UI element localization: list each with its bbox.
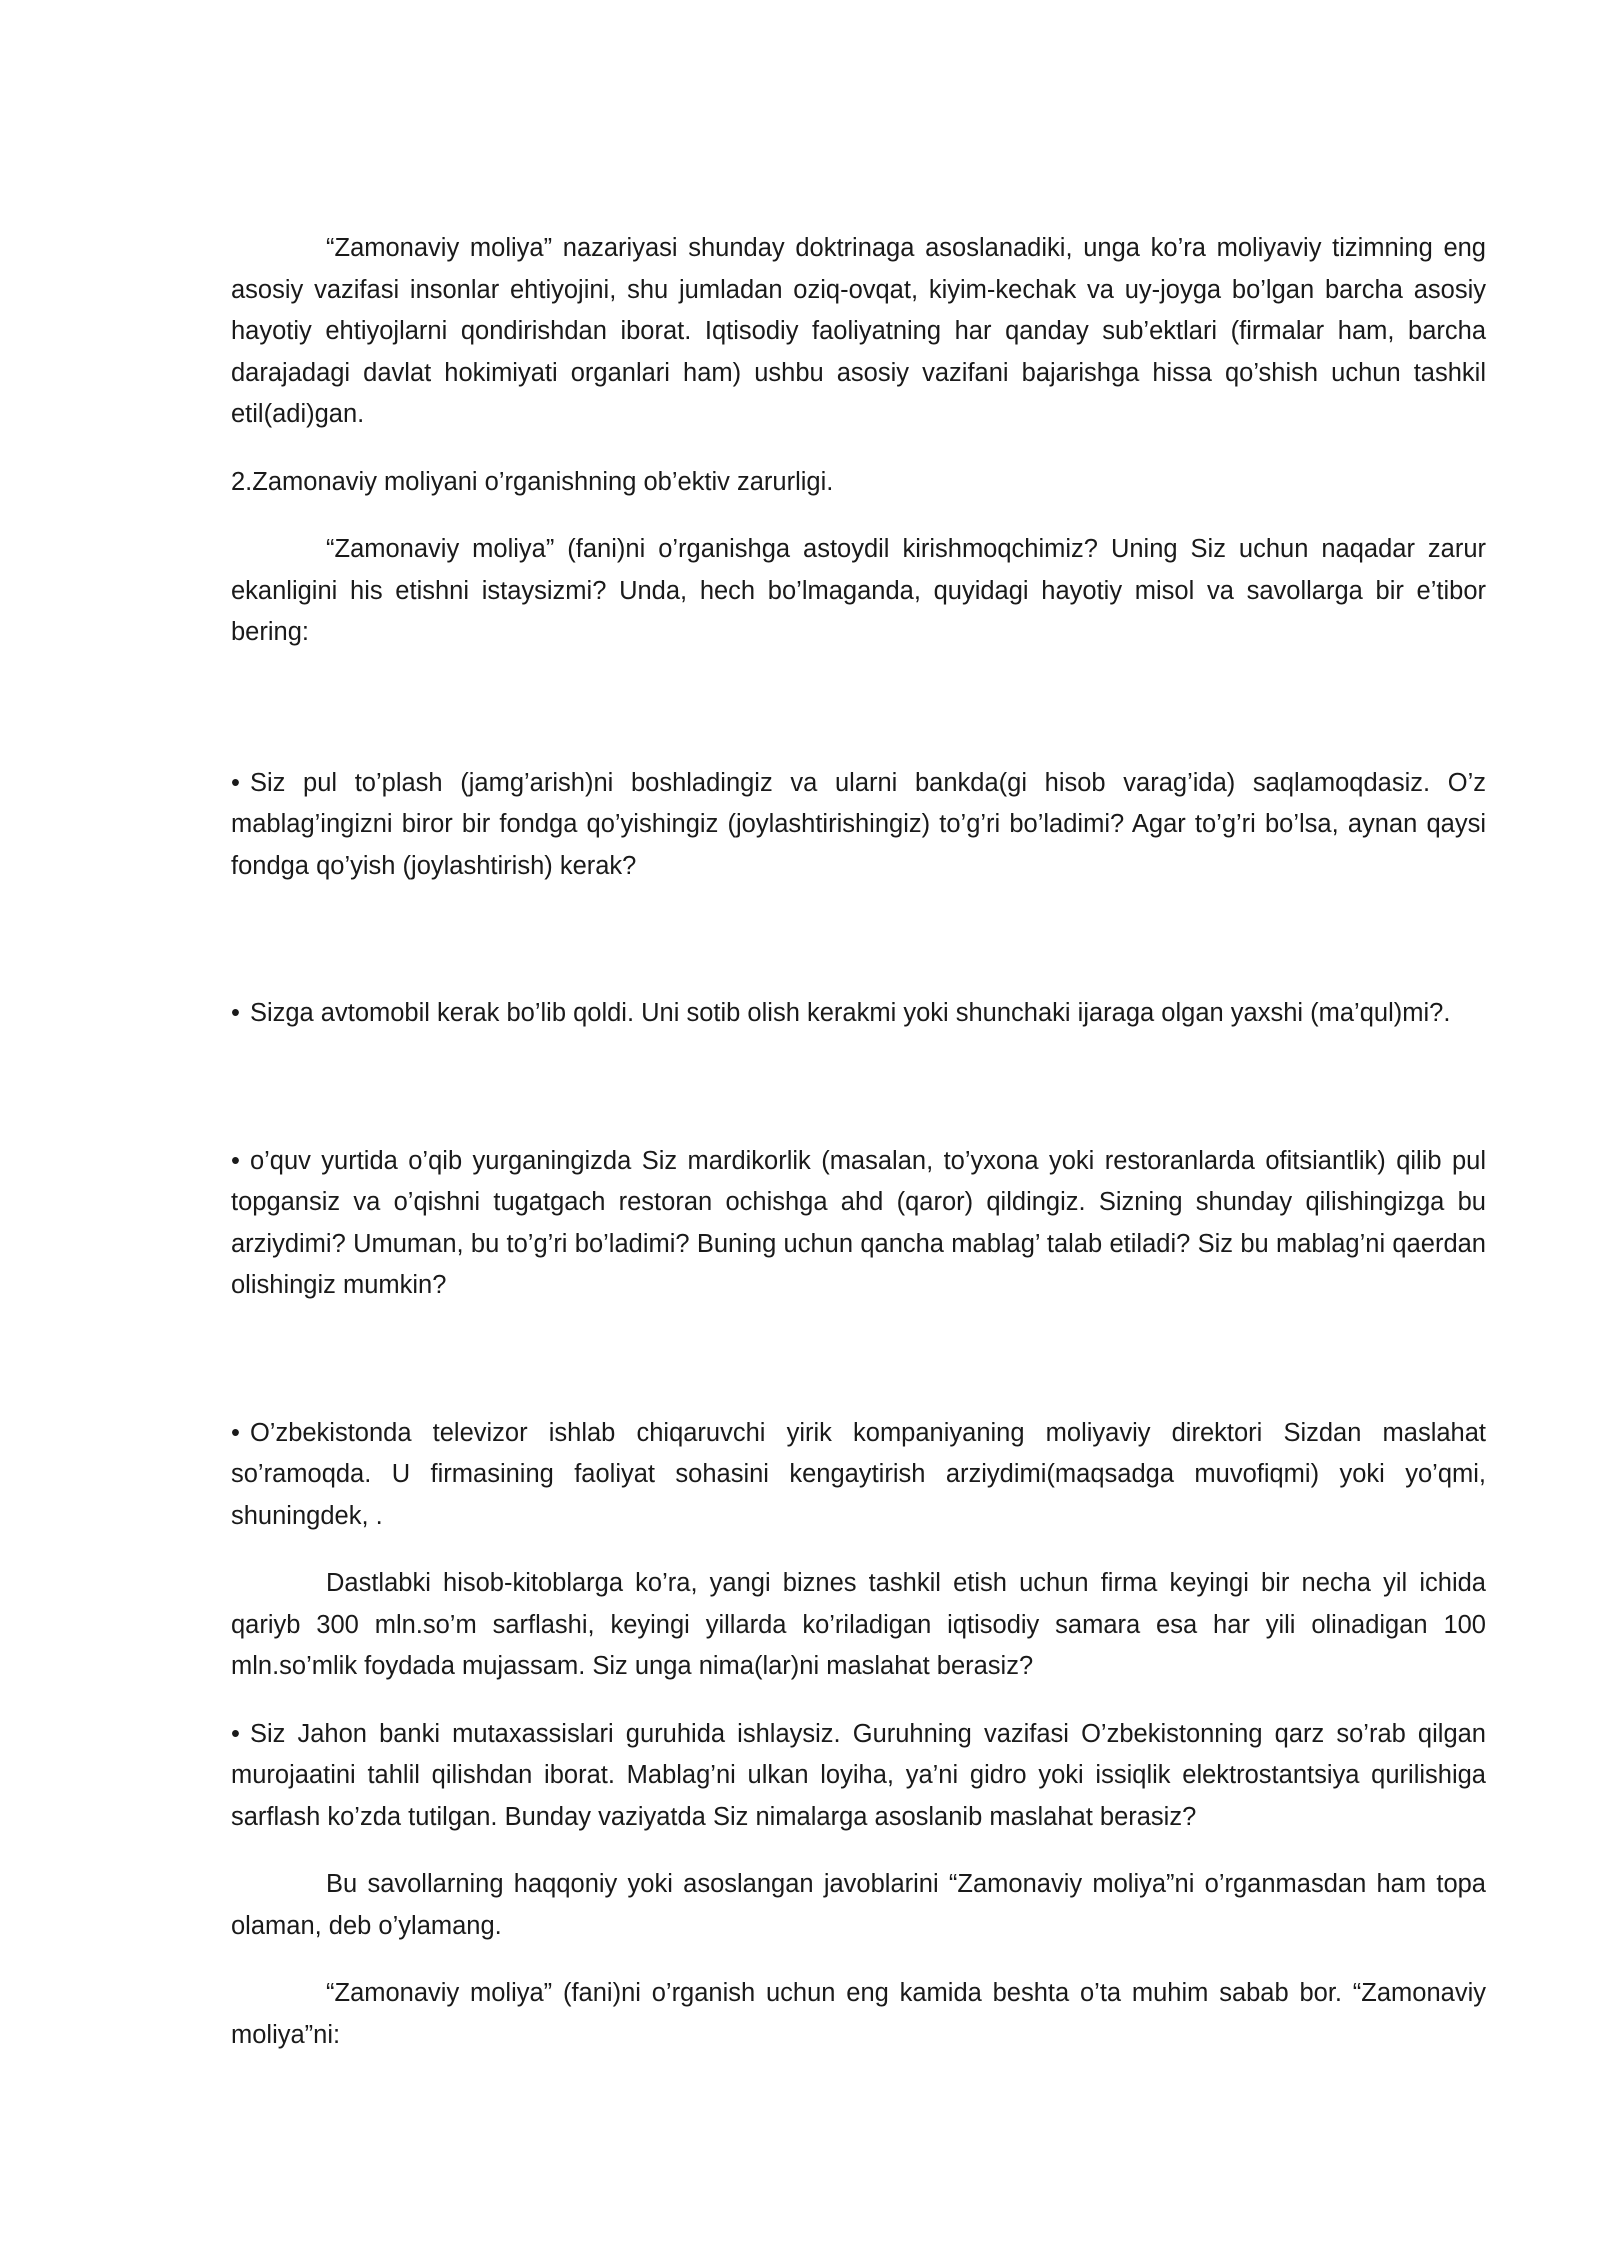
bullet-item-restaurant <box>231 1141 1486 1307</box>
bullet-icon: • <box>231 1719 240 1748</box>
bullet-item-text: O’zbekistonda televizor ishlab chiqaruvchi yirik kompaniyaning moliyaviy direktori Sizdan maslahat so’ramoqda. U firmasining faoliyat sohasini kengaytirish arziydimi(maqsadga muvofiqmi) yoki yo’qmi, shuningdek, . <box>231 1418 1486 1530</box>
bullet-item-text: Siz pul to’plash (jamg’arish)ni boshladingiz va ularni bankda(gi hisob varag’ida) saqlamoqdasiz. O’z mablag’ingizni biror bir fondga qo’yishingiz (joylashtirishingiz) to’g’ri bo’ladimi? Agar to’g’ri bo’lsa, aynan qaysi fondga qo’yish (joylashtirish) kerak? <box>231 768 1486 880</box>
bullet-icon: • <box>231 1418 240 1447</box>
bullet-item-world-bank <box>231 1714 1486 1839</box>
bullet-icon: • <box>231 999 240 1027</box>
paragraph-answers: Bu savollarning haqqoniy yoki asoslangan javoblarini “Zamonaviy moliya”ni o’rganmasdan ham topa olaman, deb o’ylamang. <box>231 1870 1486 1940</box>
bullet-item-television-company <box>231 1413 1486 1538</box>
bullet-icon: • <box>231 1146 240 1175</box>
bullet-item-text: Sizga avtomobil kerak bo’lib qoldi. Uni sotib olish kerakmi yoki shunchaki ijaraga olgan yaxshi (ma’qul)mi?. <box>249 999 1451 1027</box>
paragraph-calculations: Dastlabki hisob-kitoblarga ko’ra, yangi biznes tashkil etish uchun firma keyingi bir necha yil ichida qariyb 300 mln.so’m sarflashi, keyingi yillarda ko’riladigan iqtisodiy samara esa har yili olinadigan 100 mln.so’mlik foydada mujassam. Siz unga nima(lar)ni maslahat berasiz? <box>231 1569 1486 1680</box>
bullet-icon: • <box>231 768 240 797</box>
paragraph-intro: “Zamonaviy moliya” nazariyasi shunday doktrinaga asoslanadiki, unga ko’ra moliyaviy tizimning eng asosiy vazifasi insonlar ehtiyojini, shu jumladan oziq-ovqat, kiyim-kechak va uy-joyga bo’lgan barcha asosiy hayotiy ehtiyojlarni qondirishdan iborat. Iqtisodiy faoliyatning har qanday sub’ektlari (firmalar ham, barcha darajadagi davlat hokimiyati organlari ham) ushbu asosiy vazifani bajarishga hissa qo’shish uchun tashkil etil(adi)gan. <box>231 234 1486 428</box>
bullet-item-car <box>231 993 1486 1035</box>
bullet-item-text: o’quv yurtida o’qib yurganingizda Siz mardikorlik (masalan, to’yxona yoki restoranlarda ofitsiantlik) qilib pul topgansiz va o’qishni tugatgach restoran ochishga ahd (qaror) qildingiz. Sizning shunday qilishingizga bu arziydimi? Umuman, bu to’g’ri bo’ladimi? Buning uchun qancha mablag’ talab etiladi? Siz bu mablag’ni qaerdan olishingiz mumkin? <box>231 1146 1486 1299</box>
bullet-item-text: Siz Jahon banki mutaxassislari guruhida ishlaysiz. Guruhning vazifasi O’zbekistonning qarz so’rab qilgan murojaatini tahlil qilishdan iborat. Mablag’ni ulkan loyiha, ya’ni gidro yoki issiqlik elektrostantsiya qurilishiga sarflash ko’zda tutilgan. Bunday vaziyatda Siz nimalarga asoslanib maslahat berasiz? <box>231 1719 1486 1831</box>
section-heading: 2.Zamonaviy moliyani o’rganishning ob’ektiv zarurligi. <box>231 467 834 496</box>
document-page <box>231 228 1486 2056</box>
paragraph-reasons: “Zamonaviy moliya” (fani)ni o’rganish uchun eng kamida beshta o’ta muhim sabab bor. “Zamonaviy moliya”ni: <box>231 1979 1486 2049</box>
paragraph-question-intro: “Zamonaviy moliya” (fani)ni o’rganishga astoydil kirishmoqchimiz? Uning Siz uchun naqadar zarur ekanligini his etishni istaysizmi? Unda, hech bo’lmaganda, quyidagi hayotiy misol va savollarga bir e’tibor bering: <box>231 535 1486 646</box>
bullet-item-savings <box>231 763 1486 888</box>
